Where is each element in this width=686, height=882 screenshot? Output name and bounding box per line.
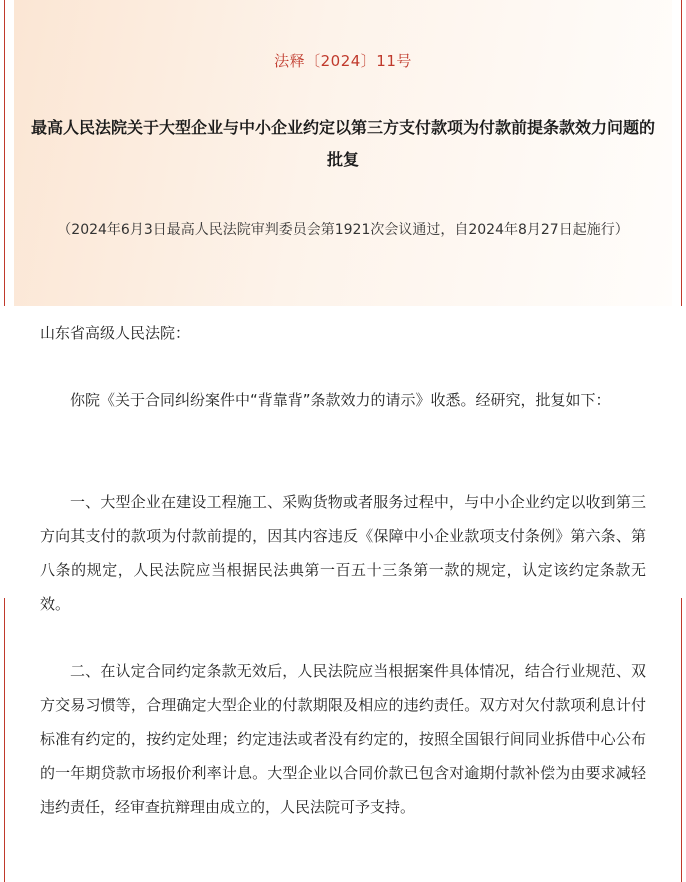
adoption-note: （2024年6月3日最高人民法院审判委员会第1921次会议通过，自2024年8月27日起施行） — [57, 222, 629, 238]
addressee: 山东省高级人民法院： — [40, 324, 191, 342]
frame-border-left-top — [4, 0, 5, 306]
document-title: 最高人民法院关于大型企业与中小企业约定以第三方支付款项为付款前提条款效力问题的批复 — [30, 118, 655, 169]
paragraph-article-1: 一、大型企业在建设工程施工、采购货物或者服务过程中，与中小企业约定以收到第三方向其支付的款项为付款前提的，因其内容违反《保障中小企业款项支付条例》第六条、第八条的规定，人民法院应当根据民法典第一百五十三条第一款的规定，认定该约定条款无效。 — [40, 493, 646, 613]
frame-border-left-bottom — [4, 598, 5, 882]
paragraph-intro: 你院《关于合同纠纷案件中“背靠背”条款效力的请示》收悉。经研究，批复如下： — [70, 391, 611, 409]
frame-border-right-top — [681, 0, 682, 306]
frame-border-right-bottom — [681, 598, 682, 882]
document-number: 法释〔2024〕11号 — [274, 52, 412, 70]
paragraph-article-2: 二、在认定合同约定条款无效后，人民法院应当根据案件具体情况，结合行业规范、双方交易习惯等，合理确定大型企业的付款期限及相应的违约责任。双方对欠付款项利息计付标准有约定的，按约定处理；约定违法或者没有约定的，按照全国银行间同业拆借中心公布的一年期贷款市场报价利率计息。大型企业以合同价款已包含对逾期付款补偿为由要求减轻违约责任，经审查抗辩理由成立的，人民法院可予支持。 — [40, 662, 646, 816]
